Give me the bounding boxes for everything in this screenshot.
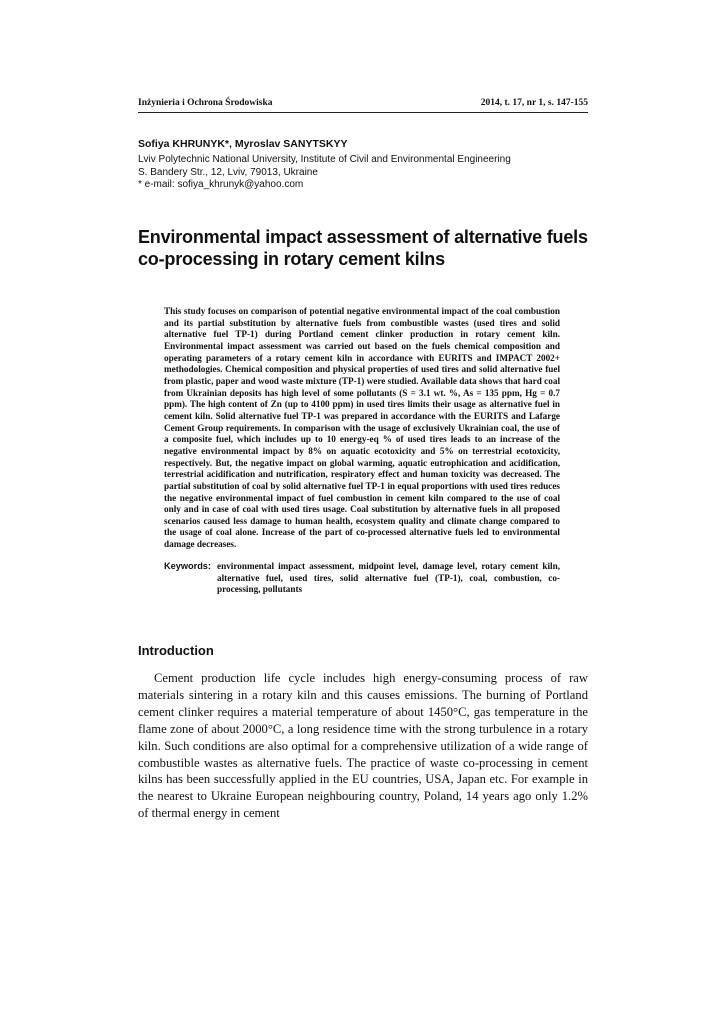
keywords (164, 561, 560, 596)
affiliation-institution: Lviv Polytechnic National University, Institute of Civil and Environmental Engineering (138, 154, 511, 165)
affiliation-address: S. Bandery Str., 12, Lviv, 79013, Ukraine (138, 166, 318, 178)
affiliation-email: * e-mail: sofiya_khrunyk@yahoo.com (138, 179, 304, 190)
header-rule (138, 112, 588, 113)
journal-name: Inżynieria i Ochrona Środowiska (138, 98, 273, 108)
paper-title (138, 226, 598, 270)
title-line-2: co-processing in rotary cement kilns (138, 249, 445, 269)
citation: 2014, t. 17, nr 1, s. 147-155 (480, 98, 588, 108)
introduction-paragraph: Cement production life cycle includes high energy-consuming process of raw materials sintering in a rotary kiln and this causes emissions. The burning of Portland cement clinker requires a material temperature of about 1450°C, gas temperature in the flame zone of about 2000°C, a long residence time with the strong turbulence in a rotary kiln. Such conditions are also optimal for a comprehensive utilization of a wide range of combustible wastes as alternative fuels. The practice of waste co-processing in cement kilns has been successfully applied in the EU countries, USA, Japan etc. For example in the nearest to Ukraine European neighbouring country, Poland, 14 years ago only 1.2% of thermal energy in cement (138, 671, 588, 821)
keywords-label: Keywords: (164, 561, 211, 571)
authors: Sofiya KHRUNYK*, Myroslav SANYTSKYY (138, 138, 348, 150)
running-head (138, 98, 588, 112)
affiliation (138, 154, 588, 192)
abstract: This study focuses on comparison of potential negative environmental impact of the coal combustion and its partial substitution by alternative fuels from combustible wastes (used tires and solid alternative fuel TP-1) during Portland cement clinker production in rotary cement kiln. Environmental impact assessment was carried out based on the fuels chemical composition and operating parameters of a rotary cement kiln in accordance with EURITS and IMPACT 2002+ methodologies. Chemical composition and physical properties of used tires and solid alternative fuel from plastic, paper and wood waste mixture (TP-1) were studied. Available data shows that hard coal from Ukrainian deposits has high level of some pollutants (S = 3.1 wt. %, As = 135 ppm, Hg = 0.7 ppm). The high content of Zn (up to 4100 ppm) in used tires limits their usage as alternative fuel in cement kiln. Solid alternative fuel TP-1 was prepared in accordance with the EURITS and Lafarge Cement Group requirements. In comparison with the usage of exclusively Ukrainian coal, the use of a composite fuel, which includes up to 10 energy-eq % of used tires leads to an increase of the negative environmental impact by 8% on aquatic ecotoxicity and 5% on terrestrial ecotoxicity, respectively. But, the negative impact on global warming, aquatic eutrophication and acidification, terrestrial acidification and nutrification, respiratory effect and human toxicity was decreased. The partial substitution of coal by solid alternative fuel TP-1 in equal proportions with used tires reduces the negative environmental impact of fuel combustion in cement kiln compared to the use of coal only and in case of coal with used tires usage. Coal substitution by alternative fuels in all proposed scenarios caused less damage to human health, ecosystem quality and climate change compared to the usage of coal alone. Increase of the part of co-processed alternative fuels led to environmental damage decreases. (164, 306, 560, 550)
keywords-text: environmental impact assessment, midpoint level, damage level, rotary cement kiln, alternative fuel, used tires, solid alternative fuel (TP-1), coal, combustion, co-processing, pollutants (217, 561, 560, 595)
section-heading-introduction: Introduction (138, 643, 214, 658)
title-line-1: Environmental impact assessment of alternative fuels (138, 227, 588, 247)
